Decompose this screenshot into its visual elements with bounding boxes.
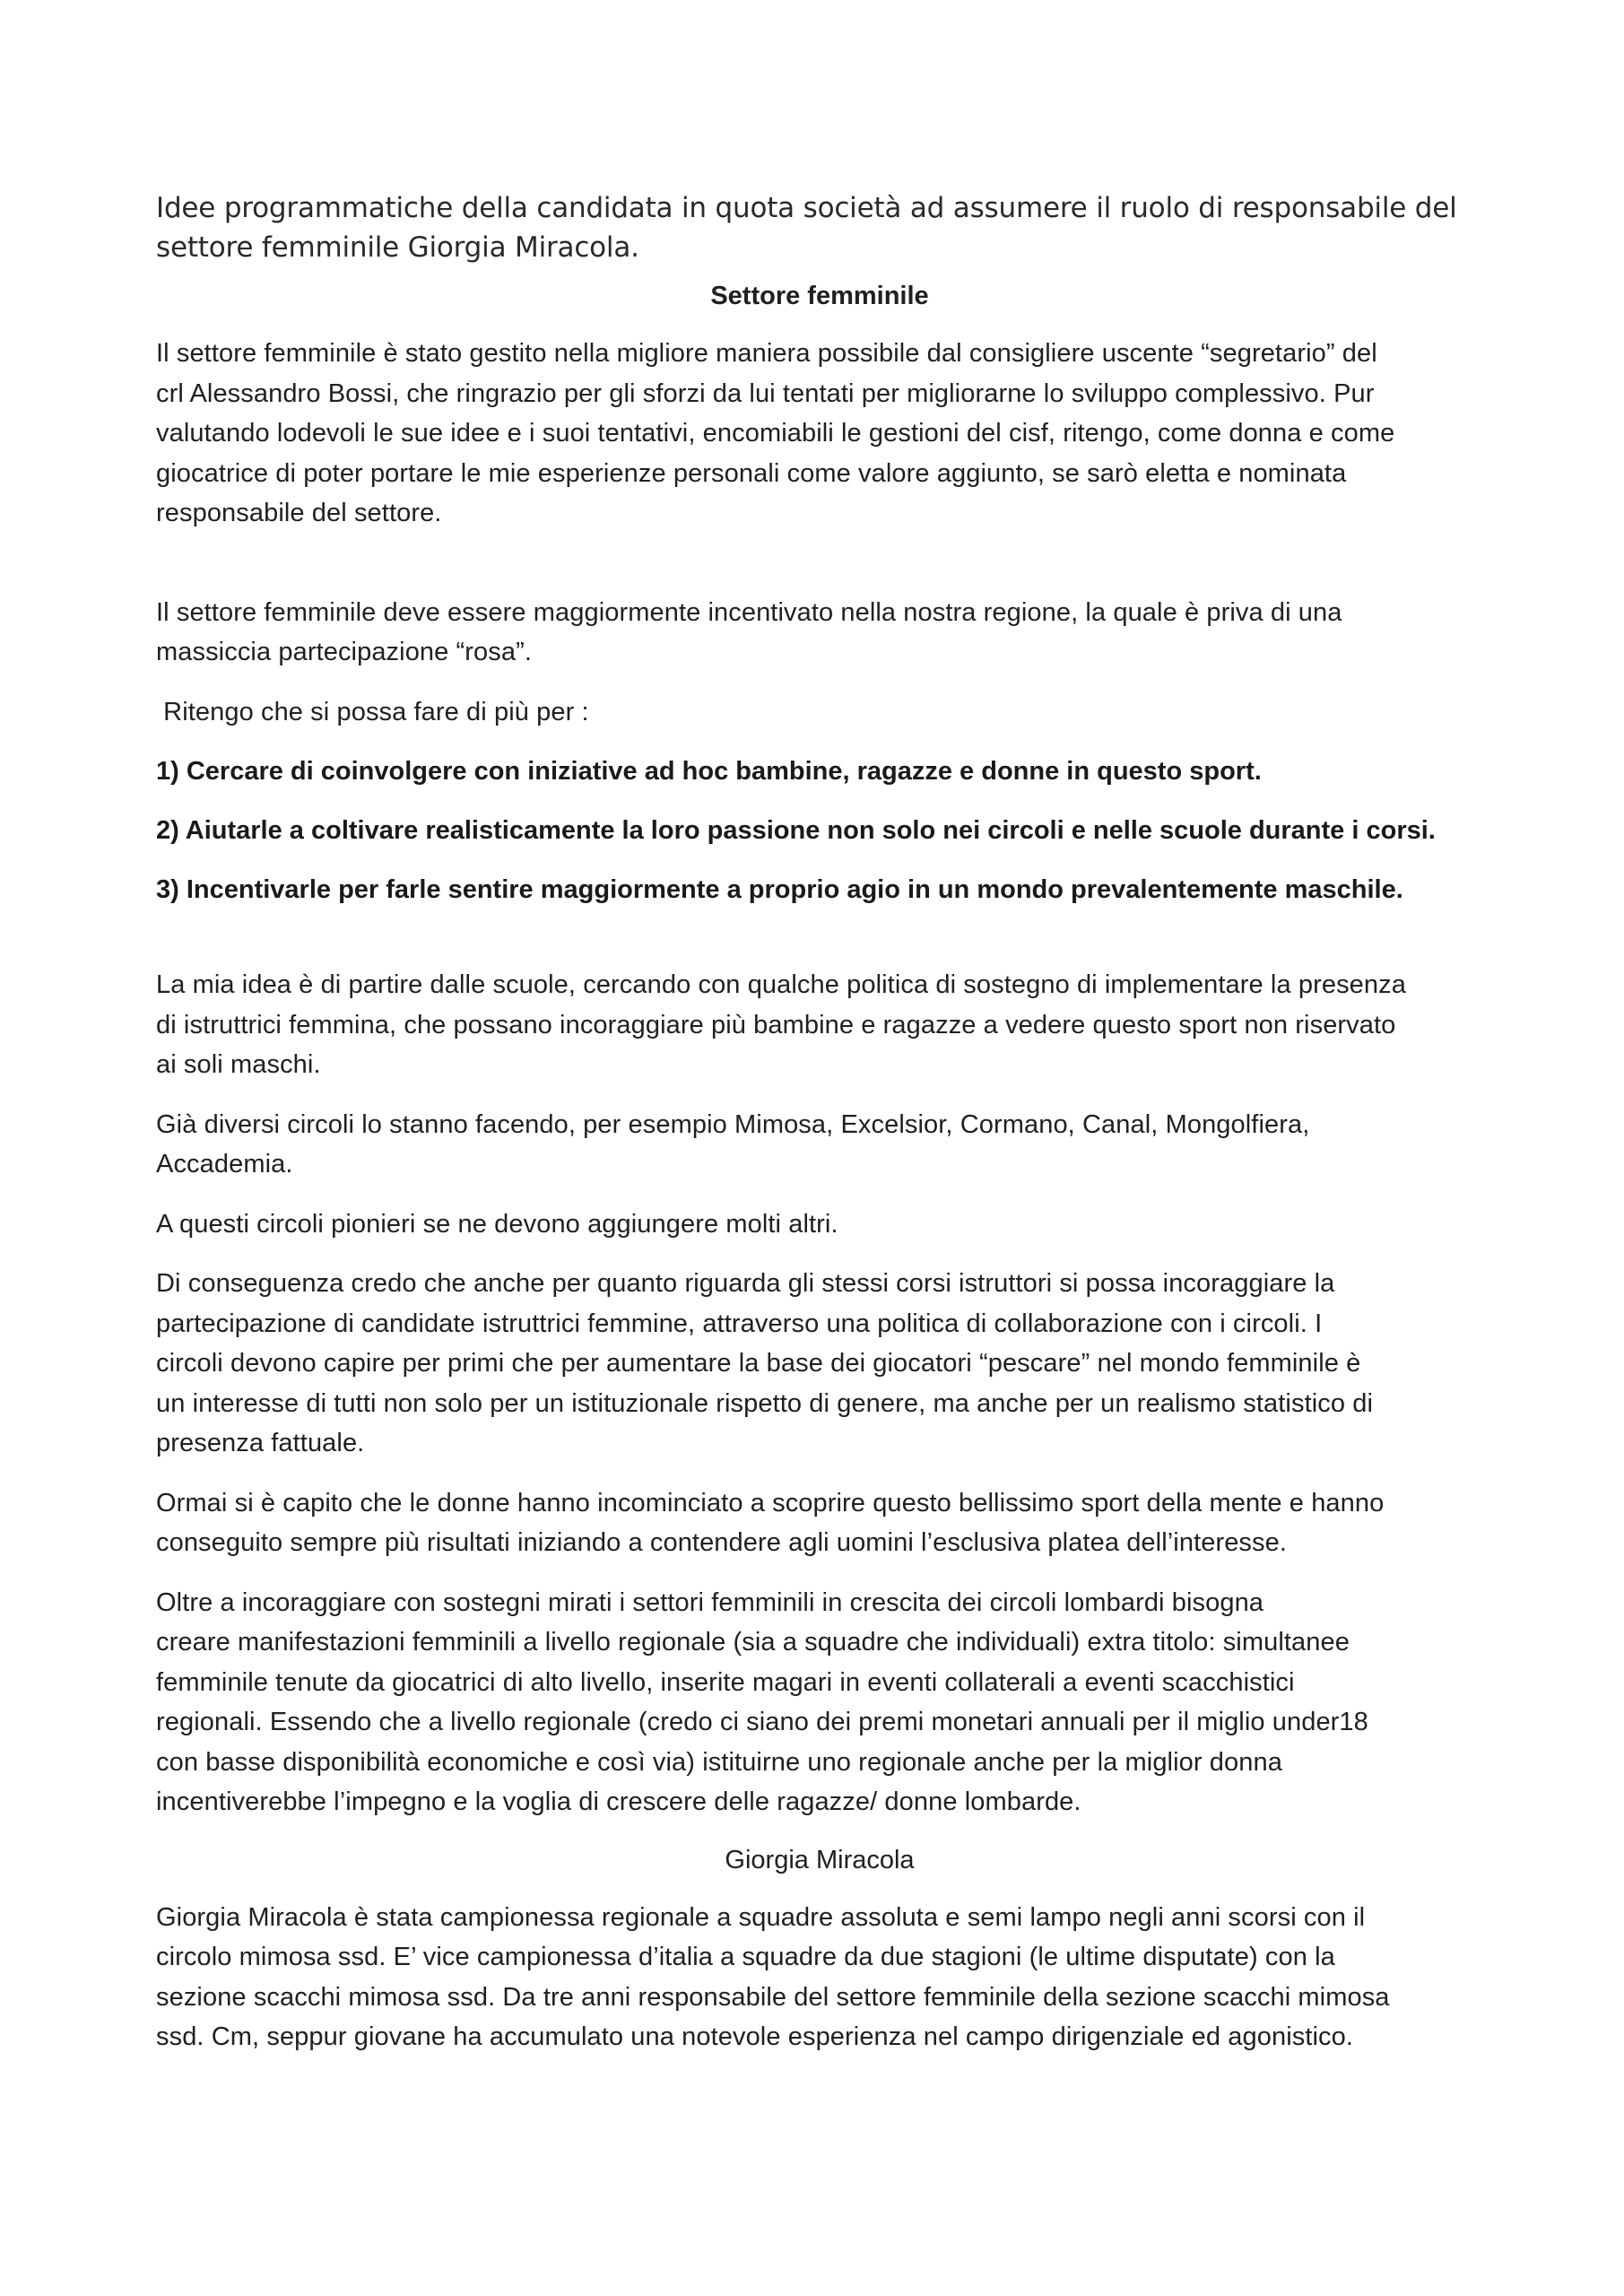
paragraph-line: creare manifestazioni femminili a livello regionale (sia a squadre che individuali) extra titolo: simultanee <box>156 1628 1350 1657</box>
paragraph-line: crl Alessandro Bossi, che ringrazio per gli sforzi da lui tentati per migliorarne lo sviluppo complessivo. Pur <box>156 378 1375 408</box>
paragraph-line: femminile tenute da giocatrici di alto livello, inserite magari in eventi collaterali a eventi scacchistici <box>156 1667 1295 1697</box>
document-heading <box>156 188 1483 267</box>
paragraph-line: valutando lodevoli le sue idee e i suoi tentativi, encomiabili le gestioni del cisf, ritengo, come donna e come <box>156 419 1395 448</box>
paragraph-line: di istruttrici femmina, che possano incoraggiare più bambine e ragazze a vedere questo sport non riservato <box>156 1010 1396 1039</box>
section-title: Settore femminile <box>710 282 929 310</box>
paragraph-women-progress <box>156 1483 1483 1563</box>
paragraph-line: Il settore femminile deve essere maggiormente incentivato nella nostra regione, la quale è priva di una <box>156 597 1342 627</box>
goal-item: 1) Cercare di coinvolgere con iniziative ad hoc bambine, ragazze e donne in questo sport. <box>156 757 1262 786</box>
paragraph-line: giocatrice di poter portare le mie esperienze personali come valore aggiunto, se sarò eletta e nominata <box>156 458 1347 488</box>
list-intro: Ritengo che si possa fare di più per : <box>156 697 589 726</box>
paragraph-line: circoli devono capire per primi che per aumentare la base dei giocatori “pescare” nel mondo femminile è <box>156 1349 1361 1378</box>
paragraph-intro <box>156 334 1483 534</box>
paragraph-line: sezione scacchi mimosa ssd. Da tre anni responsabile del settore femminile della sezione scacchi mimosa <box>156 1982 1390 2012</box>
paragraph-instructors <box>156 1264 1483 1464</box>
paragraph-line: circolo mimosa ssd. E’ vice campionessa d’italia a squadre da due stagioni (le ultime disputate) con la <box>156 1943 1335 1971</box>
paragraph-line: presenza fattuale. <box>156 1429 365 1457</box>
paragraph-line: un interesse di tutti non solo per un istituzionale rispetto di genere, ma anche per un realismo statistico di <box>156 1388 1374 1418</box>
paragraph-line: Già diversi circoli lo stanno facendo, per esempio Mimosa, Excelsior, Cormano, Canal, Mongolfiera, <box>156 1109 1310 1139</box>
paragraph-line: incentiverebbe l’impegno e la voglia di crescere delle ragazze/ donne lombarde. <box>156 1787 1081 1816</box>
document-page <box>156 188 1483 2057</box>
paragraph-bio <box>156 1898 1483 2057</box>
heading-line: Idee programmatiche della candidata in quota società ad assumere il ruolo di responsabile del <box>156 192 1457 224</box>
paragraph-line: Accademia. <box>156 1150 293 1178</box>
paragraph-line: Di conseguenza credo che anche per quanto riguarda gli stessi corsi istruttori si possa incoraggiare la <box>156 1269 1335 1298</box>
candidate-name-title: Giorgia Miracola <box>725 1845 915 1874</box>
goal-item: 3) Incentivarle per farle sentire maggiormente a proprio agio in un mondo prevalentemente maschile. <box>156 875 1403 904</box>
paragraph-events <box>156 1583 1483 1822</box>
paragraph-line: ai soli maschi. <box>156 1050 321 1079</box>
paragraph-line: regionali. Essendo che a livello regionale (credo ci siano dei premi monetari annuali per il miglio under18 <box>156 1708 1368 1736</box>
paragraph-line: con basse disponibilità economiche e così via) istituirne uno regionale anche per la miglior donna <box>156 1747 1282 1777</box>
goals-list <box>156 752 1483 909</box>
paragraph-clubs <box>156 1105 1483 1185</box>
paragraph-line: massiccia partecipazione “rosa”. <box>156 638 533 666</box>
paragraph-line: conseguito sempre più risultati iniziando a contendere agli uomini l’esclusiva platea dell’interesse. <box>156 1528 1288 1557</box>
paragraph-line: Oltre a incoraggiare con sostegni mirati i settori femminili in crescita dei circoli lombardi bisogna <box>156 1587 1264 1617</box>
paragraph-regional <box>156 593 1483 673</box>
paragraph-pioneers <box>156 1205 1483 1245</box>
paragraph-line: responsabile del settore. <box>156 499 442 527</box>
paragraph-line: partecipazione di candidate istruttrici femmine, attraverso una politica di collaborazione con i circoli. I <box>156 1309 1323 1338</box>
paragraph-line: Giorgia Miracola è stata campionessa regionale a squadre assoluta e semi lampo negli anni scorsi con il <box>156 1902 1366 1932</box>
paragraph-line: ssd. Cm, seppur giovane ha accumulato una notevole esperienza nel campo dirigenziale ed agonistico. <box>156 2022 1354 2051</box>
paragraph-line: Il settore femminile è stato gestito nella migliore maniera possibile dal consigliere uscente “segretario” del <box>156 339 1377 368</box>
goal-item: 2) Aiutarle a coltivare realisticamente la loro passione non solo nei circoli e nelle scuole durante i corsi. <box>156 816 1436 845</box>
paragraph-schools <box>156 965 1483 1085</box>
paragraph-line: A questi circoli pionieri se ne devono aggiungere molti altri. <box>156 1209 838 1239</box>
heading-line: settore femminile Giorgia Miracola. <box>156 231 639 264</box>
paragraph-line: Ormai si è capito che le donne hanno incominciato a scoprire questo bellissimo sport della mente e hanno <box>156 1488 1385 1518</box>
paragraph-line: La mia idea è di partire dalle scuole, cercando con qualche politica di sostegno di implementare la presenza <box>156 970 1406 999</box>
